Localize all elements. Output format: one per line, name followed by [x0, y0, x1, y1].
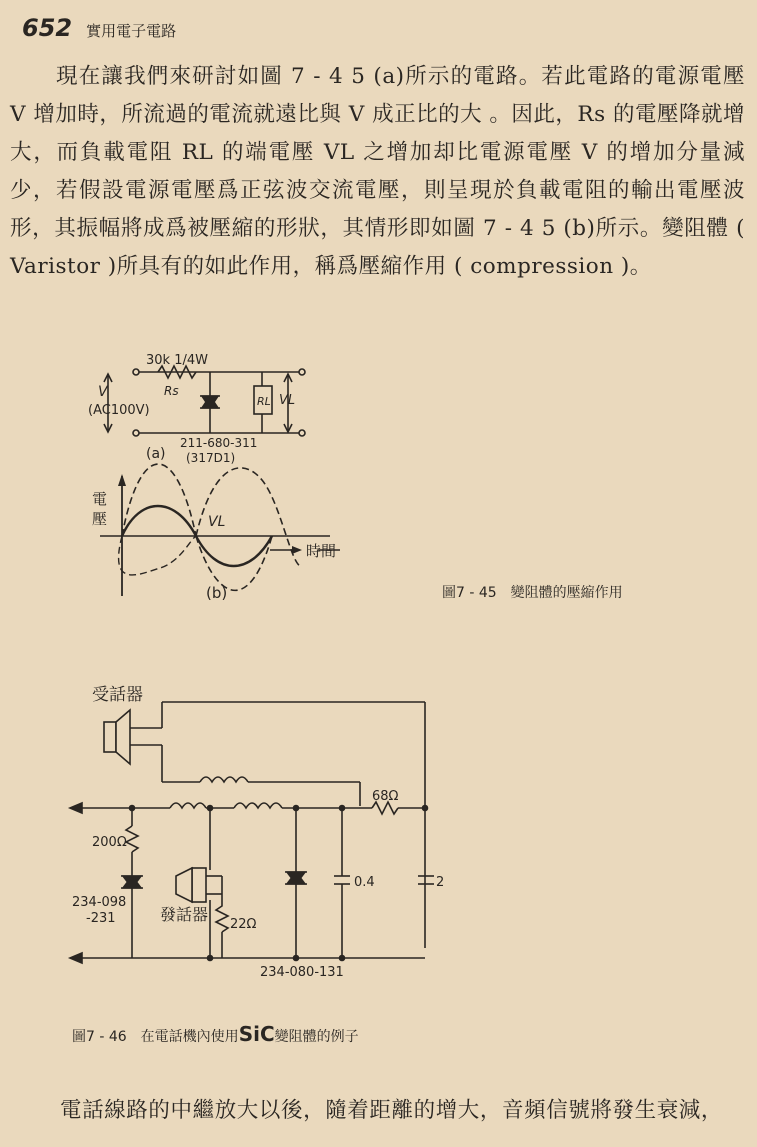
rs-label: Rs [164, 384, 179, 398]
subfigure-b-label: (b) [206, 584, 228, 602]
resistor-200-label: 200Ω [92, 835, 127, 850]
y-axis-label-2: 壓 [92, 510, 108, 528]
caption-suffix: 變阻體的例子 [274, 1029, 359, 1045]
caption-sic: SiC [238, 1022, 275, 1046]
figure-7-45b-waveform [100, 464, 340, 596]
varistor-code-label: (317D1) [186, 451, 236, 465]
rs-spec-label: 30k 1/4W [146, 353, 208, 368]
capacitor-04-label: 0.4 [354, 875, 375, 890]
output-vl-label: VL [279, 393, 296, 408]
x-axis-label: 時間 [306, 542, 337, 560]
transmitter-label: 發話器 [160, 905, 209, 924]
y-axis-label-1: 電 [92, 490, 108, 508]
transmitter-icon [192, 868, 206, 902]
figure-7-46-caption [72, 1022, 359, 1046]
receiver-label: 受話器 [92, 685, 143, 705]
input-voltage-curve [122, 464, 196, 536]
caption-prefix: 圖7 - 46 在電話機內使用 [72, 1029, 239, 1045]
bottom-paragraph: 電話線路的中繼放大以後，隨着距離的增大，音頻信號將發生衰減， [60, 1098, 724, 1123]
capacitor-2-label: 2 [436, 875, 445, 890]
subfigure-a-label: (a) [146, 446, 166, 462]
varistor-2-label: 234-080-131 [260, 965, 344, 980]
body-paragraph: 現在讓我們來研討如圖 7 - 4 5 (a)所示的電路。若此電路的電源電壓 V 增加時，所流過的電流就遠比與 V 成正比的大 。因此，Rs 的電壓降就增大，而負載電阻 RL 的端電壓 VL 之增加却比電源電壓 V 的增加分量減少，若假設電源電壓爲正弦波交流電壓，則呈現於負載電阻的輸出電壓波形，其振幅將成爲被壓縮的形狀，其情形即如圖 7 - 4 5 (b)所示。變阻體 ( Varistor )所具有的如此作用，稱爲壓縮作用 ( compression )。 [10, 64, 745, 279]
figure-7-45a-circuit [104, 366, 305, 436]
running-title: 實用電子電路 [86, 22, 177, 40]
load-rl-label: RL [257, 395, 271, 408]
receiver-icon [104, 722, 116, 752]
resistor-22-label: 22Ω [230, 917, 257, 932]
source-value-label: (AC100V) [88, 403, 150, 418]
varistor-1-label-line2: -231 [86, 911, 116, 926]
curve-vl-label: VL [208, 514, 226, 530]
page-number: 652 [22, 14, 73, 42]
resistor-68-label: 68Ω [372, 789, 399, 804]
varistor-part-label: 211-680-311 [180, 436, 258, 450]
figure-7-45-caption: 圖7 - 45 變阻體的壓縮作用 [442, 585, 623, 601]
source-v-label: V [98, 384, 108, 400]
varistor-1-label-line1: 234-098 [72, 895, 127, 910]
